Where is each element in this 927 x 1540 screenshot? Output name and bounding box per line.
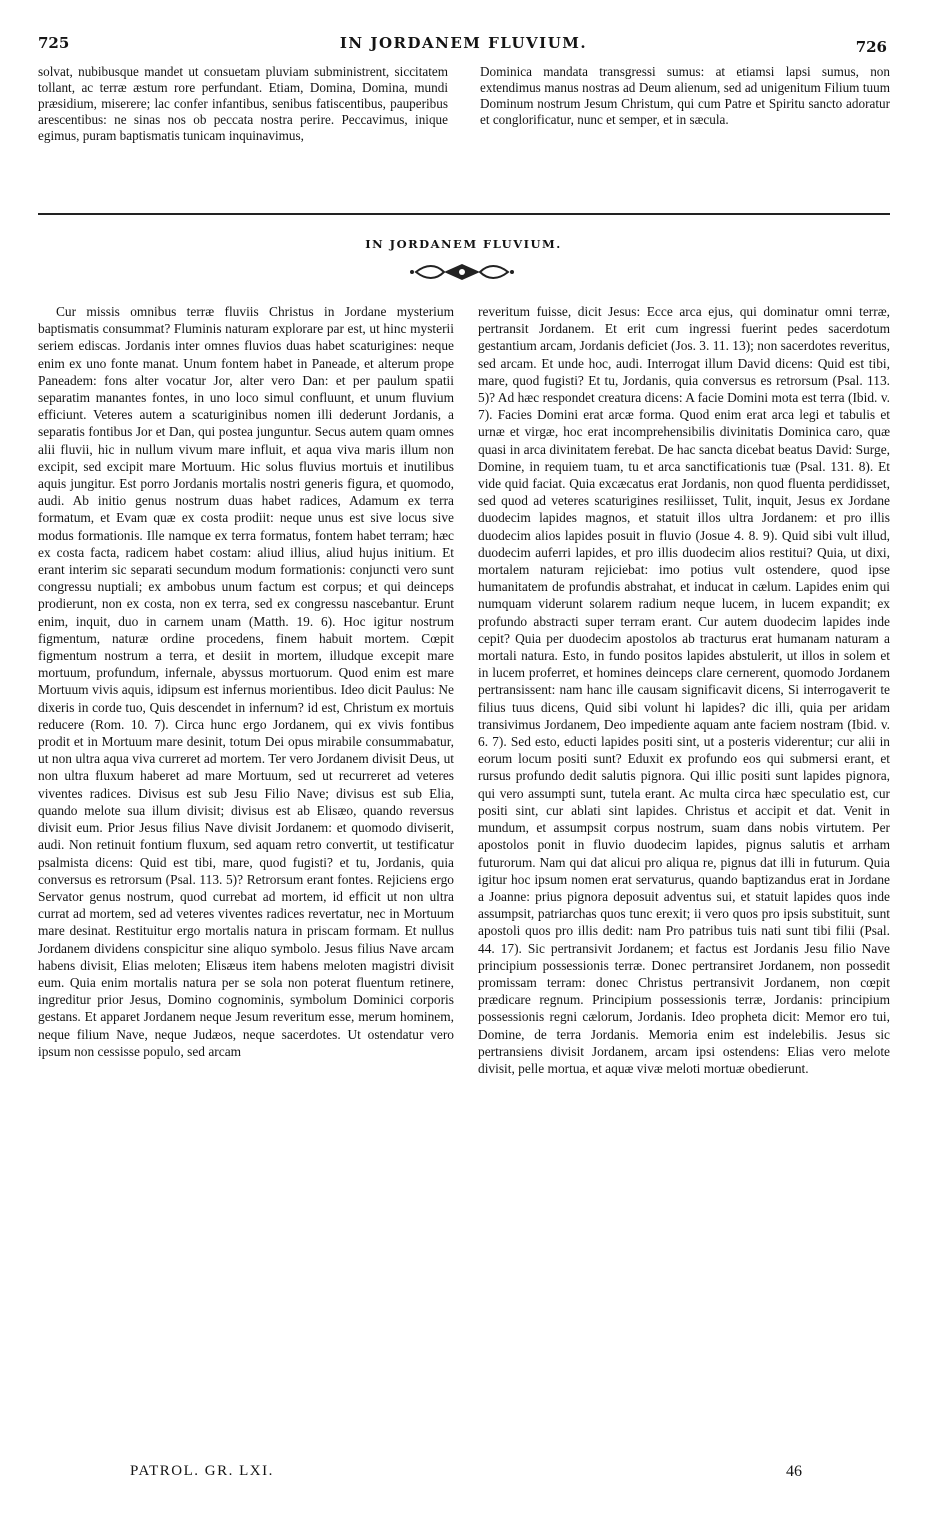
- left-column-number: 725: [38, 34, 70, 52]
- section-title: IN JORDANEM FLUVIUM.: [365, 237, 562, 251]
- main-text-right-column: reveritum fuisse, dicit Jesus: Ecce arca ejus, qui dominatur omni terræ, pertransit Jordanem. Et erit cum ingressi fuerint pedes sacerdotum gestantium arcam, Jordanis deficiet (Jos. 3. 11. 13); non sacerdotes reveritus, sed arcam. Et unde hoc, audi. Interrogat illum David dicens: Quid est tibi, mare, quod fugisti? Et tu, Jordanis, quia conversus es retrorsum (Psal. 113. 5)? Ad hæc respondet creatura dicens: A facie Domini mota est terra (Ibid. v. 7). Facies Domini erat arcæ forma. Quod enim erat arca legi et tabulis et urnæ et virgæ, hoc erat incomprehensibilis divinitatis Dominica caro, quæ quasi in arca divinitatem ferebat. De hac sancta dicebat beatus David: Surge, Domine, in requiem tuam, tu et arca sanctificationis tuæ (Psal. 131. 8). Et vide quid faciat. Quia excæcatus erat Jordanis, non quod fluenta perdidisset, sed quod ad veteres scaturigines resiliisset, Tulit, inquit, Jesus ex Jordane duodecim lapides magnos, et statuit illos ultra Jordanem: et pro illis duodecim alios lapides posuit in fluvio (Josue 4. 8. 9). Quid sibi vult illud, duodecim auferri lapides, et pro illis duodecim alios restitui? Quia, ut dixi, mortalem naturam rejiciebat: imo potius vult ostendere, quod ipse humanitatem de profundis abstrahat, et inducat in cælum. Lapides enim qui numquam viderunt solarem radium neque lucem, in lucem expandit; ex profundo abstracti super terram erant. Cur autem duodecim lapides inde cepit? Quia per duodecim apostolos ab tracturus erat humanam naturam a mortali natura. Esto, in fundo positos lapides abstulerit, ut illos in solem et in lucem proferret, et homines deinceps clare cernerent, quomodo Jordanem pertransissent: nam hanc ille causam significavit dicens, Si interrogaverit te filius tuus dicens, Quid sibi volunt hi lapides? dic illi, quia per aridam transivimus Jordanem, Deo impediente aquam ante faciem nostram (Ibid. v. 6. 7). Sed esto, educti lapides positi sint, ut a posteris viderentur; cur alii in eorum locum positi sunt? Eduxit ex profundo eos qui submersi erant, et rursus profundo dedit salutis pignora. Qui illic positi sunt lapides pignora, qui vero assumpti sunt, tutela erant. Ac multa circa hæc speculatio est, cur positi sint, cur ablati sint lapides. Christus et accipit et dat. Venit in mundum, et assumpsit corpus nostrum, suam dans nobis virtutem. Per apostolos ponit in fluvio duodecim lapides, pignus salutis et arrham futurorum. Nam qui dat alicui pro aliqua re, pignus dat illi in futurum. Quia igitur hoc ipsum nomen erat servaturus, quando baptizandus erat in Jordane a Joanne: prius pignora deposuit adventus sui, et statuit lapides quos inde assumpsit, patriarchas quos tunc erexit; ii vero quos pro ipsis substituit, sunt apostoli quos pro illis dedit: nam Pro patribus tuis nati sunt tibi filii (Psal. 44. 17). Sic pertransivit Jordanem; et factus est Jordanis Jesu filio Nave principium possessionis terræ. Donec pertransiret Jordanem, non possedit promissam terram: donec Christus pertransivit Jordanem, non cœpit prædicare regnum. Principium possessionis terræ, Jordanis: principium possessionis regni cælorum, Jordanis. Ideo propheta dicit: Memor ero tui, Domine, de terra Jordanis. Memoria enim est indelebilis. Jesus sic pertransiens divisit Jordanem, arcam ipsi ostendens: Elias vero melote divisit, pelle mortua, et aquæ vivæ meloti mortuæ obedierunt.: [478, 304, 890, 1076]
- preceding-text-columns: [38, 64, 890, 194]
- main-text-columns: [38, 303, 890, 1453]
- sheet-number: 46: [786, 1463, 802, 1480]
- preceding-text-right: Dominica mandata transgressi sumus: at etiamsi lapsi sumus, non extendimus manus nostras ad Deum alienum, sed ad unigenitum Filium tuum Dominum nostrum Jesum Christum, qui cum Patre et Spiritu sancto adoratur et conglorificatur, nunc et semper, et in sæcula.: [480, 64, 890, 127]
- section-divider-rule: [38, 213, 890, 215]
- right-column-number: 726: [855, 38, 887, 56]
- printer-signature: PATROL. GR. LXI.: [130, 1463, 274, 1479]
- main-text-left-column: Cur missis omnibus terræ fluviis Christus in Jordane mysterium baptismatis consummat? Fluminis naturam explorare par est, ut hinc mysterii seriem ediscas. Jordanis inter omnes fluvios duas habet scaturigines: neque enim ex uno fonte manat. Unum fontem habet in Paneade, et alterum prope Paneadem: fons alter vocatur Jor, alter vero Dan: et per paulum spatii separatim manantes fontes, in uno loco simul confluunt, et unum fluvium efficiunt. Veteres autem a scaturiginibus nomen illi dederunt Jordanis, a separatis fontibus Jor et Dan, qui postea junguntur. Secus autem quam omnes alii fluvii, hic in nullum vivum mare influit, et aqua viva maris illum non excipit, sed excipit mare Mortuum. Hic solus fluvius mortuis et inutilibus aquis jungitur. Est porro Jordanis mortalis nostri generis figura, et quomodo, audi. Ab initio genus nostrum duas habet radices, Adamum ex terra formatum, et Evam quæ ex costa prodiit: neque unus est sive locus sive modus formationis. Ille namque ex terra formatus, fontem habet terram; hæc ex costa facta, radicem habet costam: aliud illius, aliud hujus initium. Et erant interim sic separati secundum modum formationis: conjuncti vero sunt congressu nuptiali; ex ambobus unum factum est corpus; et qui deinceps prodierunt, non ex costa, non ex terra, sed ex congressu nascebantur. Erunt enim, inquit, duo in carnem unam (Matth. 19. 6). Hoc igitur nostrum figmentum, naturæ ordine procedens, finem habuit mortem. Cœpit figmentum nostrum a terra, et desiit in mortem, illudque excepit mare mortuum, profundum, infernale, abyssus mortuorum. Quod enim est mare Mortuum vivis aquis, idipsum est infernus morientibus. Ideo dicit Paulus: Ne dixeris in corde tuo, Quis descendet in infernum? id est, Christum ex mortuis reducere (Rom. 10. 7). Circa hunc ergo Jordanem, qui ex vivis fontibus prodit et in Mortuum mare desinit, totum Dei opus mirabile consummabatur, ut non ultra aqua viva curreret ad mortem. Ter vero Jordanem divisit Deus, ut non ultra fluxum haberet ad mare Mortuum, sed ut recurreret ad veteres viventes radices. Divisus est sub Jesu Filio Nave; divisus est sub Elia, quando melote sua illum divisit; divisus est ab Elisæo, quando reversus divisit eum. Prior Jesus filius Nave divisit Jordanem: et quomodo diviserit, audi. Non retinuit fontium fluxum, sed aquam retro convertit, ut testificatur psalmista dicens: Quid est tibi, mare, quod fugisti? et tu, Jordanis, quia conversus es retrorsum (Psal. 113. 5)? Retrorsum erant fontes. Rejiciens ergo Servator genus nostrum, quod currebat ad mortem, id efficit ut non ultra currat ad mortem, sed ad veteres viventes radices revertatur, nec in Mortuum mare desinat. Restituitur ergo mortalis natura in priscam formam. Et nullus Jordanem dividens conspicitur sine aliquo symbolo. Jesus filius Nave arcam habens divisit, Elias meloten; Elisæus item habens meloten magistri divisit eum. Quia enim mortalis natura per se sola non poterat fluentum retinere, ingreditur prior Jesus, Domino cognominis, symbolum Dominici corporis gestans. Et apparet Jordanem neque Jesum reveritum esse, merum hominem, neque filium Nave, neque Judæos, neque sacerdotes. Ut ostendatur vero ipsum non cessisse populo, sed arcam: [38, 304, 454, 1059]
- running-head: [0, 34, 927, 56]
- ornament-flourish-icon: [410, 262, 514, 282]
- running-title: IN JORDANEM FLUVIUM.: [339, 34, 588, 52]
- preceding-text-left: solvat, nubibusque mandet ut consuetam pluviam subministrent, siccitatem tollant, ac terræ æstum rore perfundant. Etiam, Domina, Domina, mundi præsidium, miserere; lac confer infantibus, senibus fatiscentibus, pauperibus arescentibus: ne sinas nos ob peccata nostra perire. Peccavimus, inique egimus, puram baptismatis tunicam inquinavimus,: [38, 64, 448, 143]
